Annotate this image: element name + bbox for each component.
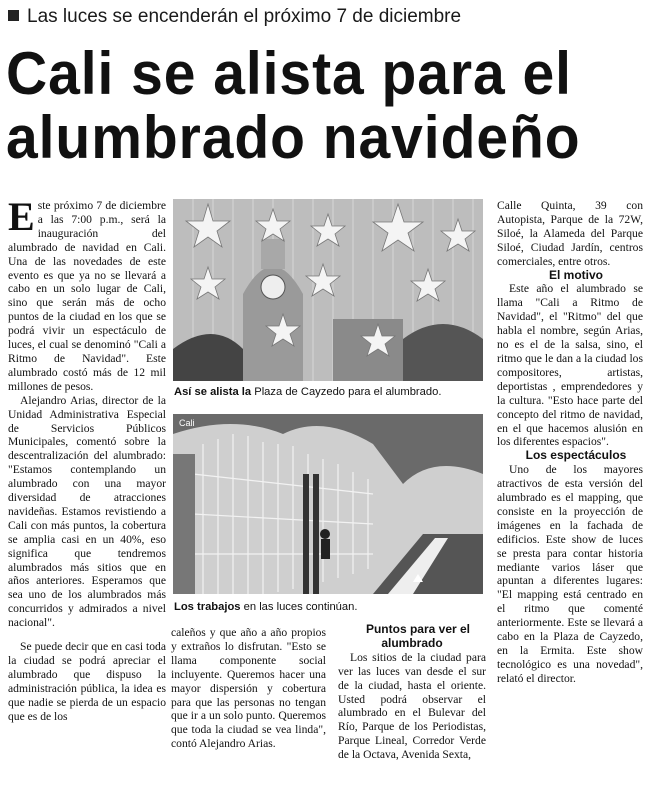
photo-plaza-cayzedo: [173, 199, 483, 381]
kicker-text: Las luces se encenderán el próximo 7 de diciembre: [27, 6, 462, 27]
col3-paragraph-1: Los sitios de la ciudad para ver las luces van desde el sur de la ciudad, hasta el oriente. Usted podrá observar el alumbrado en el Bulevar del Río, Parque de los Periodistas, Parque Lineal, Corredor Verde de la Octava, Avenida Sexta,: [338, 650, 486, 762]
caption-photo-1: [174, 386, 441, 398]
headline-line-1: Cali se alista para el: [6, 40, 572, 107]
street-illustration: [173, 414, 483, 594]
caption-2-text: en las luces continúan.: [240, 601, 358, 613]
article-column-3: [338, 623, 486, 762]
photo-sign-text: Cali: [179, 418, 195, 428]
caption-1-bold: Así se alista la: [174, 386, 252, 398]
subhead-puntos: Puntos para ver el alumbrado: [365, 622, 471, 650]
caption-1-text: Plaza de Cayzedo para el alumbrado.: [251, 386, 442, 398]
subhead-espectaculos: Los espectáculos: [525, 448, 627, 463]
plaza-illustration: [173, 199, 483, 381]
col1-paragraph-2: Alejandro Arias, director de la Unidad Administrativa Especial de Servicios Públicos Municipales, comentó sobre la descentralización del alumbrado: "Estamos contemplando un alumbrado con una mayor diversidad de atracciones navideñas. Estamos revistiendo a Cali con más puntos, la cobertura se amplia casi en un 40%, eso significa que tendremos alumbrados más sitios que en años anteriores. Esperamos que sea uno de los alumbrados más concurridos y admirados a nivel nacional".: [8, 393, 166, 630]
subhead-motivo: El motivo: [548, 267, 603, 282]
caption-2-bold: Los trabajos: [174, 601, 241, 613]
article-column-2: [171, 626, 326, 751]
headline-line-2: alumbrado navideño: [6, 104, 581, 171]
article-column-4: [497, 199, 643, 686]
col2-paragraph-1: caleños y que año a año propios y extraños lo disfrutan. "Esto se llama componente social incluyente. Queremos hacer una mayor dispersión y cobertura para que las personas no tengan que ir a un solo punto. Queremos que toda la ciudad se vea linda", contó Alejandro Arias.: [171, 626, 326, 751]
col4-paragraph-2: Uno de los mayores atractivos de esta versión del alumbrado es el mapping, que consiste en la proyección de imágenes en la fachada de edificios. Este show de luces se presta para contar historia mediante varios láser que apuntan a diferentes lugares: "El mapping está centrado en el ritmo que comenté anteriormente. Este se llevará a cabo en la Plaza de Cayzedo, en la Ermita. Este show tecnológico es una novedad", relató el director.: [497, 463, 643, 685]
headline: [6, 42, 614, 170]
col1-paragraph-1: ste próximo 7 de diciembre a las 7:00 p.m., será la inauguración del alumbrado de navidad en Cali. Una de las novedades de este evento es que ya no se llevará a cabo en un solo lugar de Cali, sino que serán más de ocho puntos de la ciudad en los que se podrá vivir un espectáculo de luces, el cual se denominó "Cali a Ritmo de Navidad". Este alumbrado costó más de 12 mil millones de pesos.: [8, 199, 166, 393]
col4-paragraph-0: Calle Quinta, 39 con Autopista, Parque de la 72W, Siloé, la Alameda del Parque Siloé, Ciudad Jardín, centros comerciales, entre otros.: [497, 199, 643, 268]
caption-photo-2: [174, 601, 357, 613]
bullet-square-icon: [8, 10, 19, 21]
drop-cap: E: [8, 194, 35, 239]
col1-paragraph-3: Se puede decir que en casi toda la ciudad se podrá apreciar el alumbrado que dispuso la administración pública, la idea es que nadie se pierda de un espacio que es de los: [8, 640, 166, 723]
col4-paragraph-1: Este año el alumbrado se llama "Cali a Ritmo de Navidad", el "Ritmo" del que habla el nombre, según Arias, no es el de la salsa, sino, el ritmo que le dan a la ciudad los compositores, artistas, deportistas , emprendedores y la cultura. "Esto hace parte del concepto del ritmo de navidad, en el que hacemos alusión en los diferentes espacios".: [497, 282, 643, 449]
photo-workers-lights: [173, 414, 483, 594]
article-column-1: [8, 194, 166, 724]
kicker: [8, 6, 461, 28]
